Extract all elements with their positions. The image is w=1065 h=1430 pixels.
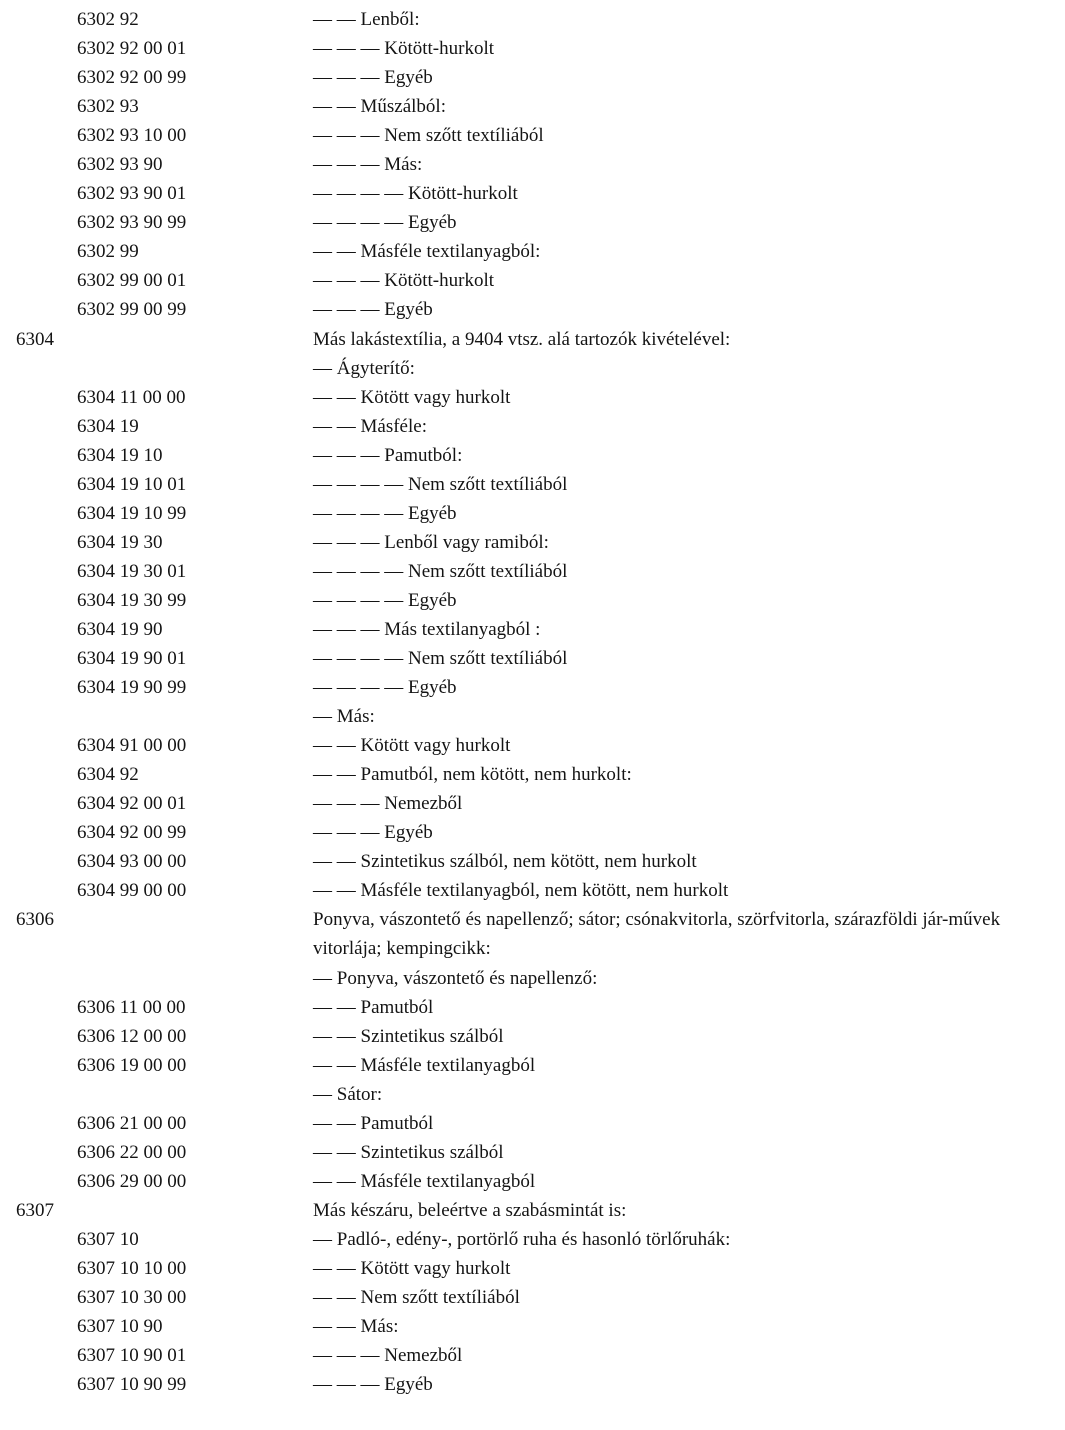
- item-description: — — Másféle textilanyagból: [313, 1170, 536, 1192]
- table-row: [0, 847, 1065, 876]
- table-row: [0, 208, 1065, 237]
- table-row: [0, 1283, 1065, 1312]
- tariff-code: 6302 93 90: [77, 154, 163, 176]
- tariff-code: 6304 19 30: [77, 531, 163, 553]
- table-row: [0, 266, 1065, 295]
- table-row: [0, 1080, 1065, 1109]
- tariff-code: 6304 19: [77, 415, 139, 437]
- tariff-code: 6302 99: [77, 241, 139, 263]
- table-row: [0, 470, 1065, 499]
- heading-code: 6306: [16, 909, 54, 931]
- tariff-code: 6302 99 00 99: [77, 299, 187, 321]
- item-description: — — — Nemezből: [313, 793, 463, 815]
- tariff-code: 6304 92 00 99: [77, 822, 187, 844]
- item-description: — — Kötött vagy hurkolt: [313, 386, 511, 408]
- item-description: — — Kötött vagy hurkolt: [313, 735, 511, 757]
- item-description: — Más:: [313, 706, 375, 728]
- tariff-code: 6304 19 90 99: [77, 677, 187, 699]
- tariff-code: 6304 19 30 99: [77, 589, 187, 611]
- tariff-code: 6304 19 10 99: [77, 502, 187, 524]
- item-description: — — Szintetikus szálból: [313, 1025, 504, 1047]
- table-row: [0, 1312, 1065, 1341]
- item-description: — — — — Nem szőtt textíliából: [313, 473, 568, 495]
- item-description: — — — Egyéb: [313, 67, 433, 89]
- item-description: — — Másféle textilanyagból, nem kötött, nem hurkolt: [313, 880, 729, 902]
- item-description: — — — Lenből vagy ramiból:: [313, 531, 549, 553]
- table-row: [0, 354, 1065, 383]
- item-description: — Sátor:: [313, 1083, 383, 1105]
- table-row: [0, 1109, 1065, 1138]
- tariff-code: 6302 93 10 00: [77, 125, 187, 147]
- tariff-code: 6306 22 00 00: [77, 1141, 187, 1163]
- table-row: [0, 441, 1065, 470]
- table-row: [0, 1167, 1065, 1196]
- tariff-code: 6302 92 00 01: [77, 38, 187, 60]
- item-description: — — — — Egyéb: [313, 589, 457, 611]
- item-description: — — Másféle textilanyagból:: [313, 241, 541, 263]
- table-row: [0, 557, 1065, 586]
- tariff-code: 6306 29 00 00: [77, 1170, 187, 1192]
- tariff-document: [0, 5, 1065, 1399]
- item-description: — — Kötött vagy hurkolt: [313, 1258, 511, 1280]
- item-description: — — — Egyéb: [313, 299, 433, 321]
- table-row: [0, 993, 1065, 1022]
- table-row: [0, 150, 1065, 179]
- tariff-code: 6302 92 00 99: [77, 67, 187, 89]
- item-description: — — Szintetikus szálból: [313, 1141, 504, 1163]
- item-description: — — Pamutból, nem kötött, nem hurkolt:: [313, 764, 632, 786]
- item-description: — — — Kötött-hurkolt: [313, 38, 495, 60]
- item-description: — — — Kötött-hurkolt: [313, 270, 495, 292]
- table-row: [0, 673, 1065, 702]
- table-row: [0, 1225, 1065, 1254]
- item-description: — — — Egyéb: [313, 822, 433, 844]
- item-description: — Ágyterítő:: [313, 357, 415, 379]
- item-description: — — — — Kötött-hurkolt: [313, 183, 518, 205]
- item-description: — — — Nem szőtt textíliából: [313, 125, 544, 147]
- item-description: — — Másféle:: [313, 415, 427, 437]
- tariff-code: 6302 93: [77, 96, 139, 118]
- table-row: [0, 528, 1065, 557]
- table-row: [0, 1138, 1065, 1167]
- table-row: [0, 499, 1065, 528]
- tariff-code: 6304 92: [77, 764, 139, 786]
- table-row: [0, 412, 1065, 441]
- table-row: [0, 586, 1065, 615]
- table-row: [0, 702, 1065, 731]
- table-row: [0, 760, 1065, 789]
- table-row: [0, 92, 1065, 121]
- item-description: — — Más:: [313, 1316, 399, 1338]
- item-description: — — — Egyéb: [313, 1374, 433, 1396]
- tariff-code: 6304 11 00 00: [77, 386, 186, 408]
- heading-code: 6304: [16, 328, 54, 350]
- table-row: [0, 964, 1065, 993]
- item-description: — — — Más textilanyagból :: [313, 618, 541, 640]
- tariff-code: 6306 19 00 00: [77, 1054, 187, 1076]
- table-row: [0, 1341, 1065, 1370]
- tariff-code: 6304 91 00 00: [77, 735, 187, 757]
- tariff-code: 6304 92 00 01: [77, 793, 187, 815]
- item-description: — — Pamutból: [313, 996, 434, 1018]
- table-row: [0, 644, 1065, 673]
- tariff-code: 6307 10 30 00: [77, 1287, 187, 1309]
- table-row: [0, 34, 1065, 63]
- tariff-code: 6304 19 10 01: [77, 473, 187, 495]
- item-description: — — Másféle textilanyagból: [313, 1054, 536, 1076]
- item-description: — — Nem szőtt textíliából: [313, 1287, 520, 1309]
- tariff-code: 6307 10: [77, 1228, 139, 1250]
- tariff-code: 6306 12 00 00: [77, 1025, 187, 1047]
- table-row: [0, 383, 1065, 412]
- table-row: [0, 179, 1065, 208]
- tariff-code: 6304 93 00 00: [77, 851, 187, 873]
- tariff-code: 6307 10 90 99: [77, 1374, 187, 1396]
- table-row: [0, 295, 1065, 324]
- table-row: [0, 63, 1065, 92]
- tariff-code: 6304 19 90 01: [77, 648, 187, 670]
- table-row: [0, 1370, 1065, 1399]
- tariff-code: 6302 93 90 99: [77, 212, 187, 234]
- item-description: — — — Nemezből: [313, 1345, 463, 1367]
- item-description: — Ponyva, vászontető és napellenző:: [313, 967, 598, 989]
- item-description: — — — — Egyéb: [313, 212, 457, 234]
- table-row: [0, 731, 1065, 760]
- tariff-code: 6302 99 00 01: [77, 270, 187, 292]
- tariff-code: 6302 93 90 01: [77, 183, 187, 205]
- table-row: [0, 818, 1065, 847]
- tariff-code: 6306 21 00 00: [77, 1112, 187, 1134]
- table-row: [0, 615, 1065, 644]
- item-description: — — Pamutból: [313, 1112, 434, 1134]
- item-description: Más lakástextília, a 9404 vtsz. alá tartozók kivételével:: [313, 328, 731, 350]
- tariff-code: 6304 99 00 00: [77, 880, 187, 902]
- heading-code: 6307: [16, 1199, 54, 1221]
- item-description: Más készáru, beleértve a szabásmintát is:: [313, 1199, 627, 1221]
- item-description: — — Műszálból:: [313, 96, 446, 118]
- item-description: Ponyva, vászontető és napellenző; sátor; csónakvitorla, szörfvitorla, szárazföldi jár-művek vitorlája; kempingcikk:: [313, 909, 1001, 960]
- table-row: [0, 237, 1065, 266]
- table-row: [0, 1051, 1065, 1080]
- tariff-code: 6304 19 90: [77, 618, 163, 640]
- table-row: [0, 1254, 1065, 1283]
- heading-row: [0, 905, 1065, 963]
- tariff-code: 6304 19 30 01: [77, 560, 187, 582]
- table-row: [0, 876, 1065, 905]
- item-description: — — — — Nem szőtt textíliából: [313, 560, 568, 582]
- item-description: — — — Pamutból:: [313, 444, 463, 466]
- item-description: — — — — Egyéb: [313, 502, 457, 524]
- table-row: [0, 5, 1065, 34]
- item-description: — — Szintetikus szálból, nem kötött, nem hurkolt: [313, 851, 697, 873]
- item-description: — — Lenből:: [313, 9, 420, 30]
- table-row: [0, 121, 1065, 150]
- heading-row: [0, 1196, 1065, 1225]
- tariff-code: 6307 10 10 00: [77, 1258, 187, 1280]
- item-description: — Padló-, edény-, portörlő ruha és hasonló törlőruhák:: [313, 1228, 731, 1250]
- tariff-code: 6304 19 10: [77, 444, 163, 466]
- item-description: — — — Más:: [313, 154, 423, 176]
- heading-row: [0, 325, 1065, 354]
- tariff-code: 6307 10 90 01: [77, 1345, 187, 1367]
- tariff-code: 6307 10 90: [77, 1316, 163, 1338]
- table-row: [0, 789, 1065, 818]
- tariff-code: 6302 92: [77, 9, 139, 30]
- item-description: — — — — Egyéb: [313, 677, 457, 699]
- tariff-code: 6306 11 00 00: [77, 996, 186, 1018]
- item-description: — — — — Nem szőtt textíliából: [313, 648, 568, 670]
- table-row: [0, 1022, 1065, 1051]
